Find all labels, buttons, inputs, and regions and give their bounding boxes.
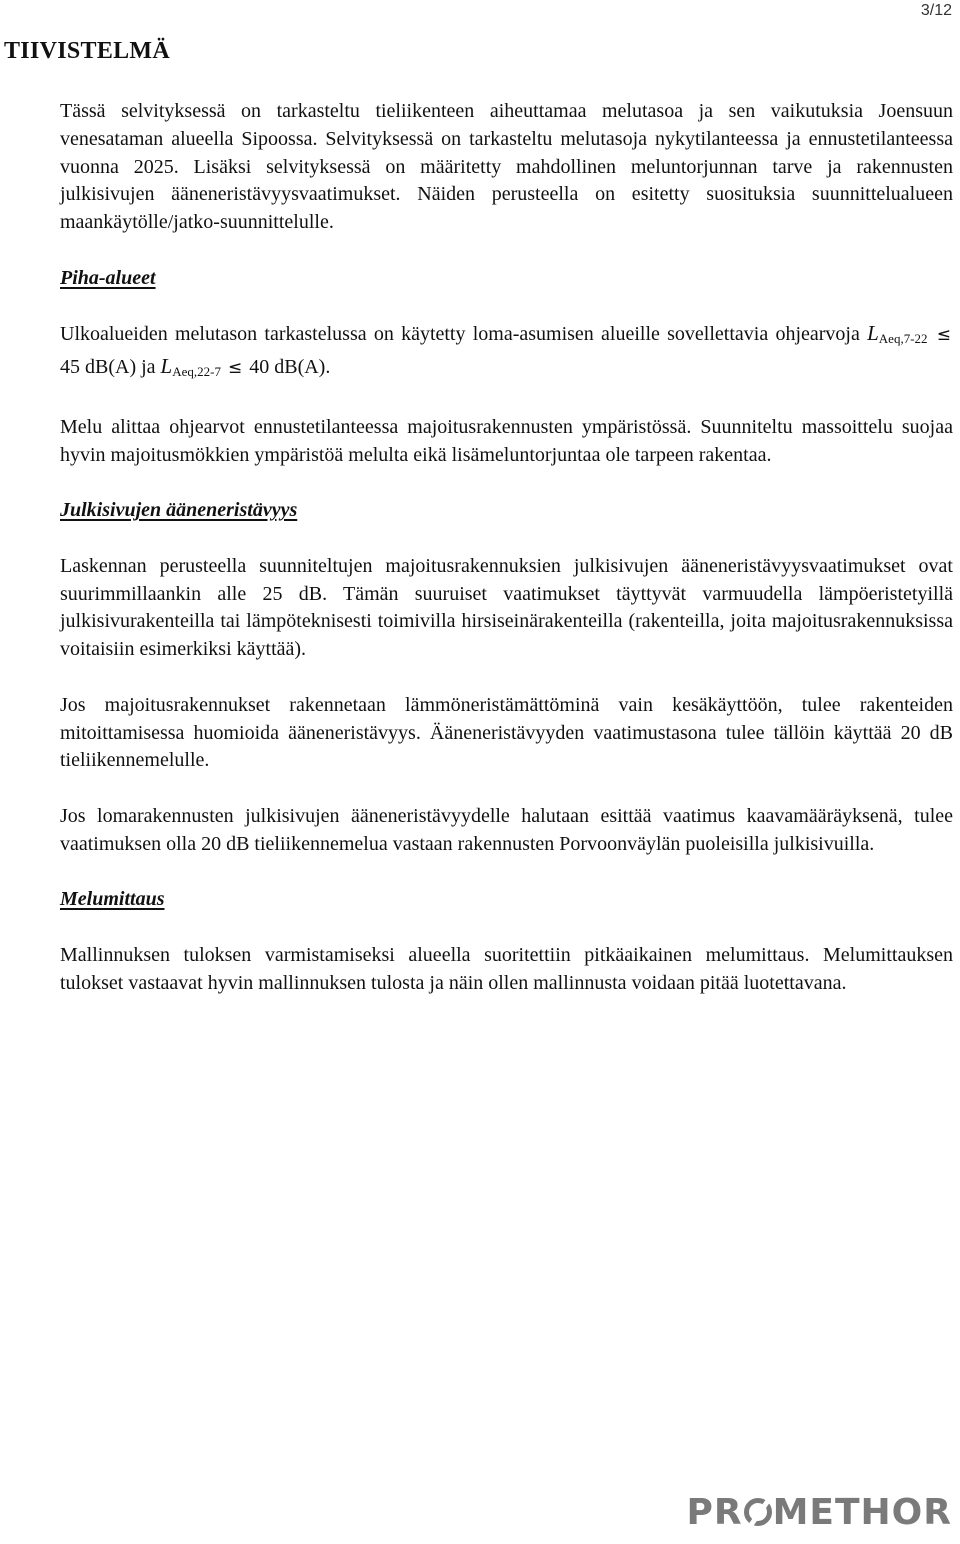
guideline-value-night: 40 dB(A).: [249, 356, 331, 379]
laeq-subscript-night: Aeq,22-7: [172, 364, 221, 380]
piha-paragraph-result: Melu alittaa ohjearvot ennustetilanteessa majoitusrakennusten ympäristössä. Suunniteltu massoittelu suojaa hyvin majoitusmökkien ympäristöä melulta eikä lisämeluntorjuntaa ole tarpeen rakentaa.: [60, 415, 953, 466]
section-heading-piha-alueet: Piha-alueet: [60, 266, 156, 289]
piha-paragraph-guidelines: [60, 320, 953, 386]
logo-text-left: PR: [686, 1491, 743, 1533]
piha-guideline-lead: Ulkoalueiden melutason tarkastelussa on käytetty loma-asumisen alueille sovellettavia ohjearvoja: [60, 323, 860, 346]
intro-paragraph: Tässä selvityksessä on tarkasteltu tieliikenteen aiheuttamaa melutasoa ja sen vaikutuksia Joensuun venesataman alueella Sipoossa. Selvityksessä on tarkasteltu melutasoja nykytilanteessa ja ennustetilanteessa vuonna 2025. Lisäksi selvityksessä on määritetty mahdollinen meluntorjunnan tarve ja rakennusten julkisivujen ääneneristävyysvaatimukset. Näiden perusteella on esitetty suosituksia suunnittelualueen maankäytölle/jatko-suunnittelulle.: [60, 100, 953, 234]
less-equal-symbol: ≤: [936, 325, 952, 346]
document-title: TIIVISTELMÄ: [4, 38, 171, 64]
laeq-symbol-night: L: [160, 354, 173, 379]
guideline-value-day: 45 dB(A) ja: [60, 356, 156, 379]
page-number: 3/12: [920, 2, 952, 19]
laeq-subscript-day: Aeq,7-22: [878, 331, 928, 347]
logo-text-right: METHOR: [772, 1491, 952, 1533]
laeq-symbol-day: L: [867, 321, 879, 346]
julkisivu-paragraph-2: Jos majoitusrakennukset rakennetaan lämmöneristämättöminä vain kesäkäyttöön, tulee rakenteiden mitoittamisessa huomioida ääneneristävyys. Ääneneristävyyden vaatimustasona tulee tällöin käyttää 20 dB tieliikennemelulle.: [60, 693, 953, 772]
section-heading-melumittaus: Melumittaus: [60, 888, 165, 911]
melumittaus-paragraph: Mallinnuksen tuloksen varmistamiseksi alueella suoritettiin pitkäaikainen melumittaus. Melumittauksen tulokset vastaavat hyvin mallinnuksen tulosta ja näin ollen mallinnusta voidaan pitää luotettavana.: [60, 943, 953, 994]
section-heading-julkisivujen: Julkisivujen ääneneristävyys: [60, 499, 298, 522]
promethor-logo: [686, 1490, 952, 1534]
document-body: [60, 98, 953, 1025]
julkisivu-paragraph-3: Jos lomarakennusten julkisivujen ääneneristävyydelle halutaan esittää vaatimus kaavamääräyksenä, tulee vaatimuksen olla 20 dB tieliikennemelua vastaan rakennusten Porvoonväylän puoleisilla julkisivuilla.: [60, 804, 953, 855]
logo-o-mark-icon: [744, 1498, 772, 1526]
julkisivu-paragraph-1: Laskennan perusteella suunniteltujen majoitusrakennuksien julkisivujen ääneneristävyysvaatimukset ovat suurimmillaankin alle 25 dB. Tämän suuruiset vaatimukset täyttyvät varmuudella lämpöeristetyillä julkisivurakenteilla tai lämpöteknisesti toimivilla hirsiseinärakenteilla (rakenteilla, joita majoitusrakennuksissa voitaisiin esimerkiksi käyttää).: [60, 554, 953, 661]
less-equal-symbol: ≤: [227, 358, 243, 379]
